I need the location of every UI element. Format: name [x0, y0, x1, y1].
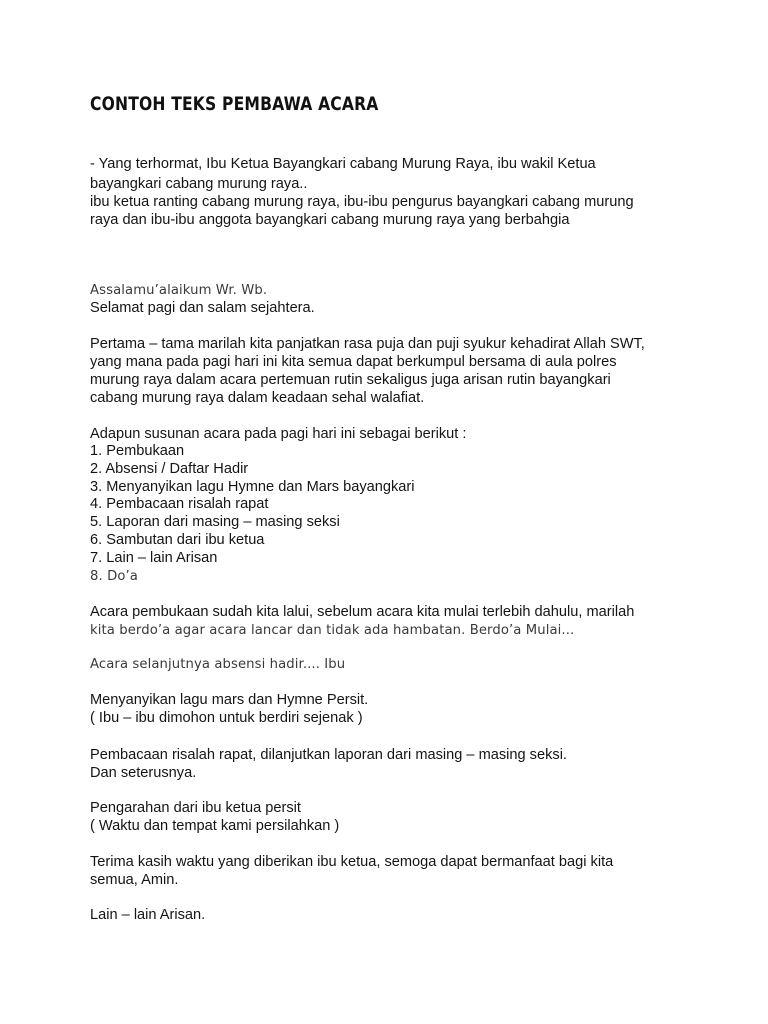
salutation-line: - Yang terhormat, Ibu Ketua Bayangkari cabang Murung Raya, ibu wakil Ketua — [90, 156, 596, 172]
thanks-line: semua, Amin. — [90, 872, 179, 888]
agenda-item: 4. Pembacaan risalah rapat — [90, 496, 269, 512]
agenda-item: 3. Menyanyikan lagu Hymne dan Mars bayangkari — [90, 479, 415, 495]
minutes-line: Dan seterusnya. — [90, 765, 197, 781]
agenda-intro: Adapun susunan acara pada pagi hari ini sebagai berikut : — [90, 426, 467, 442]
greeting-line-2: Selamat pagi dan salam sejahtera. — [90, 300, 315, 316]
agenda-item: 1. Pembukaan — [90, 443, 185, 459]
salutation-line: raya dan ibu-ibu anggota bayangkari cabang murung raya yang berbahgia — [90, 212, 570, 228]
attendance-line: Acara selanjutnya absensi hadir.... Ibu — [90, 657, 346, 672]
song-line: ( Ibu – ibu dimohon untuk berdiri sejenak ) — [90, 710, 363, 726]
opening-line: Pertama – tama marilah kita panjatkan rasa puja dan puji syukur kehadirat Allah SWT, — [90, 336, 645, 352]
minutes-line: Pembacaan risalah rapat, dilanjutkan laporan dari masing – masing seksi. — [90, 747, 567, 763]
agenda-item: 2. Absensi / Daftar Hadir — [90, 461, 249, 477]
agenda-item: 7. Lain – lain Arisan — [90, 550, 218, 566]
salutation-line: ibu ketua ranting cabang murung raya, ibu-ibu pengurus bayangkari cabang murung — [90, 194, 634, 210]
agenda-item: 8. Do’a — [90, 569, 138, 584]
song-line: Menyanyikan lagu mars dan Hymne Persit. — [90, 692, 369, 708]
direction-line: Pengarahan dari ibu ketua persit — [90, 800, 301, 816]
prayer-line: kita berdo’a agar acara lancar dan tidak ada hambatan. Berdo’a Mulai... — [90, 623, 575, 638]
document-title: CONTOH TEKS PEMBAWA ACARA — [90, 93, 379, 115]
closing-line: Lain – lain Arisan. — [90, 907, 206, 923]
agenda-item: 5. Laporan dari masing – masing seksi — [90, 514, 340, 530]
salutation-line: bayangkari cabang murung raya.. — [90, 176, 308, 192]
agenda-item: 6. Sambutan dari ibu ketua — [90, 532, 265, 548]
thanks-line: Terima kasih waktu yang diberikan ibu ketua, semoga dapat bermanfaat bagi kita — [90, 854, 614, 870]
greeting-line: Assalamu’alaikum Wr. Wb. — [90, 283, 268, 298]
prayer-line: Acara pembukaan sudah kita lalui, sebelum acara kita mulai terlebih dahulu, marilah — [90, 604, 635, 620]
opening-line: yang mana pada pagi hari ini kita semua dapat berkumpul bersama di aula polres — [90, 354, 617, 370]
opening-line: murung raya dalam acara pertemuan rutin sekaligus juga arisan rutin bayangkari — [90, 372, 611, 388]
opening-line: cabang murung raya dalam keadaan sehal walafiat. — [90, 390, 425, 406]
direction-line: ( Waktu dan tempat kami persilahkan ) — [90, 818, 340, 834]
